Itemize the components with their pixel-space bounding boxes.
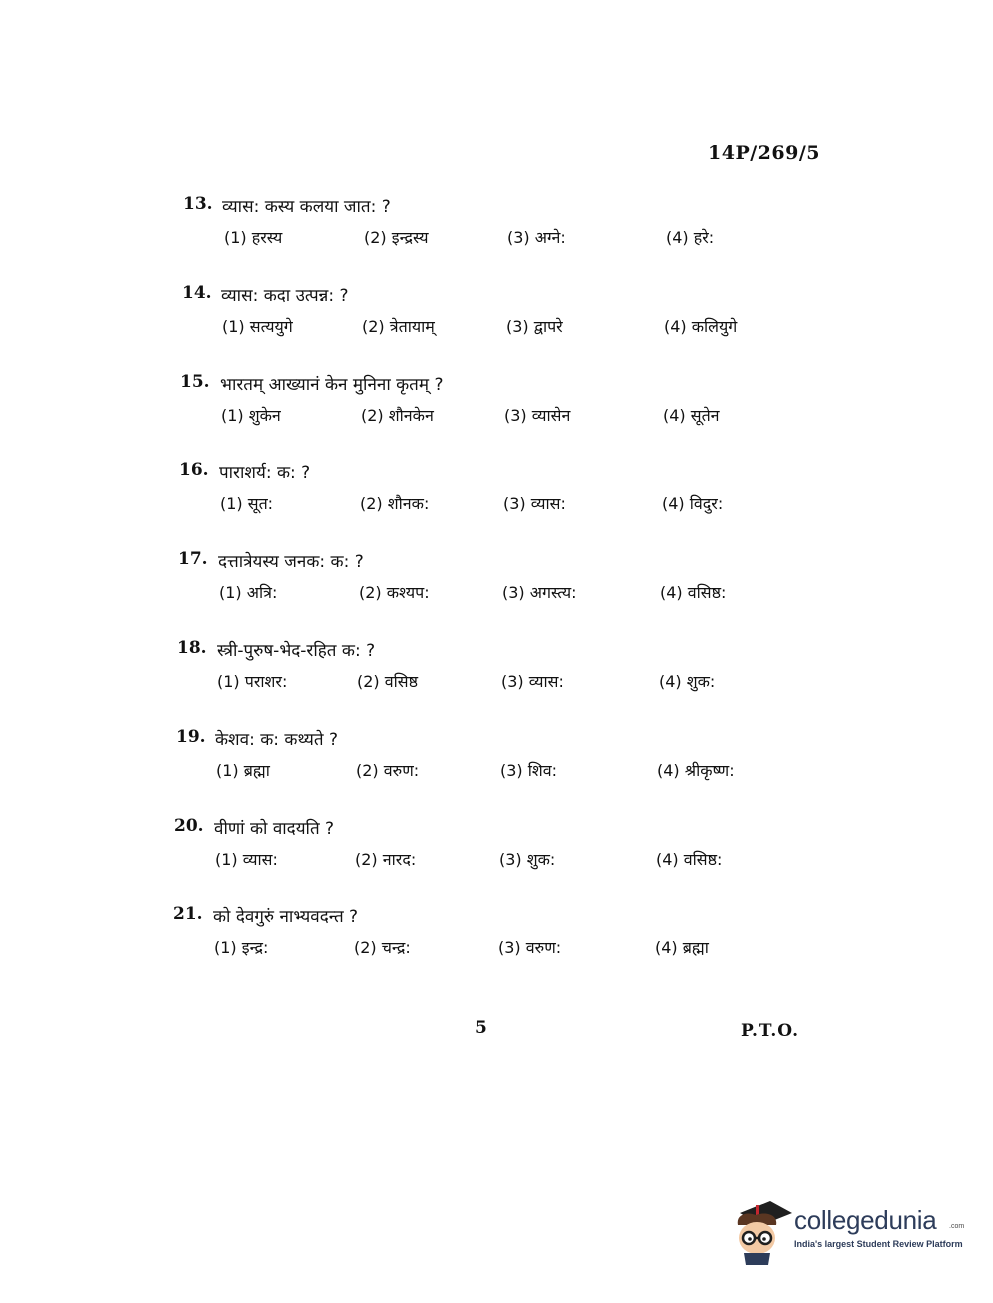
option-4: (4) कलियुगे xyxy=(664,317,738,336)
option-3: (3) शुक: xyxy=(499,850,556,869)
option-2: (2) वरुण: xyxy=(356,761,420,780)
question-number: 21. xyxy=(173,904,203,924)
question-number: 19. xyxy=(176,727,206,747)
question-text: स्त्री-पुरुष-भेद-रहित क: ? xyxy=(217,641,376,661)
page-number: 5 xyxy=(475,1018,487,1038)
option-2: (2) वसिष्ठ xyxy=(357,672,419,691)
question-17 xyxy=(0,549,993,629)
student-mascot-icon xyxy=(732,1195,792,1265)
option-1: (1) सूत: xyxy=(220,494,274,513)
option-3: (3) व्यास: xyxy=(503,494,566,513)
option-2: (2) इन्द्रस्य xyxy=(364,228,429,247)
option-2: (2) शौनकेन xyxy=(361,406,434,425)
option-3: (3) अगस्त्य: xyxy=(502,583,577,602)
question-text: केशव: क: कथ्यते ? xyxy=(215,730,338,750)
option-1: (1) पराशर: xyxy=(217,672,288,691)
option-4: (4) हरे: xyxy=(666,228,715,247)
question-number: 15. xyxy=(180,372,210,392)
question-number: 13. xyxy=(183,194,213,214)
paper-code: 14P/269/5 xyxy=(708,142,820,164)
question-text: भारतम् आख्यानं केन मुनिना कृतम् ? xyxy=(220,375,444,395)
option-2: (2) कश्यप: xyxy=(359,583,430,602)
question-20 xyxy=(0,816,993,896)
option-2: (2) नारद: xyxy=(355,850,417,869)
question-text: व्यास: कस्य कलया जात: ? xyxy=(222,197,391,217)
question-14 xyxy=(0,283,993,363)
option-3: (3) द्वापरे xyxy=(506,317,563,336)
option-2: (2) शौनक: xyxy=(360,494,430,513)
option-1: (1) हरस्य xyxy=(224,228,283,247)
question-number: 20. xyxy=(174,816,204,836)
question-text: पाराशर्य: क: ? xyxy=(219,463,311,483)
question-text: दत्तात्रेयस्य जनक: क: ? xyxy=(218,552,364,572)
question-15 xyxy=(0,372,993,452)
option-4: (4) ब्रह्मा xyxy=(655,938,709,957)
logo-wordmark: collegedunia xyxy=(794,1205,937,1235)
question-21 xyxy=(0,904,993,984)
option-4: (4) विदुर: xyxy=(662,494,724,513)
pto-label: P.T.O. xyxy=(741,1021,799,1041)
option-1: (1) अत्रि: xyxy=(219,583,278,602)
question-19 xyxy=(0,727,993,807)
option-3: (3) व्यास: xyxy=(501,672,564,691)
logo-domain-suffix: .com xyxy=(949,1223,965,1230)
option-1: (1) शुकेन xyxy=(221,406,281,425)
option-4: (4) सूतेन xyxy=(663,406,720,425)
option-1: (1) इन्द्र: xyxy=(214,938,269,957)
question-number: 17. xyxy=(178,549,208,569)
option-2: (2) त्रेतायाम् xyxy=(362,317,435,336)
option-3: (3) अग्ने: xyxy=(507,228,566,247)
question-text: वीणां को वादयति ? xyxy=(214,819,335,839)
option-3: (3) व्यासेन xyxy=(504,406,571,425)
option-2: (2) चन्द्र: xyxy=(354,938,411,957)
option-4: (4) शुक: xyxy=(659,672,716,691)
question-number: 16. xyxy=(179,460,209,480)
question-text: व्यास: कदा उत्पन्न: ? xyxy=(221,286,349,306)
option-1: (1) व्यास: xyxy=(215,850,278,869)
question-number: 18. xyxy=(177,638,207,658)
logo-tagline: India's largest Student Review Platform xyxy=(794,1239,963,1249)
collegedunia-logo xyxy=(732,1195,965,1265)
option-3: (3) शिव: xyxy=(500,761,558,780)
question-18 xyxy=(0,638,993,718)
question-16 xyxy=(0,460,993,540)
option-3: (3) वरुण: xyxy=(498,938,562,957)
question-13 xyxy=(0,194,993,274)
option-4: (4) श्रीकृष्ण: xyxy=(657,761,735,780)
option-4: (4) वसिष्ठ: xyxy=(660,583,727,602)
question-number: 14. xyxy=(182,283,212,303)
question-text: को देवगुरुं नाभ्यवदन्त ? xyxy=(213,907,359,927)
option-1: (1) ब्रह्मा xyxy=(216,761,270,780)
option-1: (1) सत्ययुगे xyxy=(222,317,293,336)
option-4: (4) वसिष्ठ: xyxy=(656,850,723,869)
